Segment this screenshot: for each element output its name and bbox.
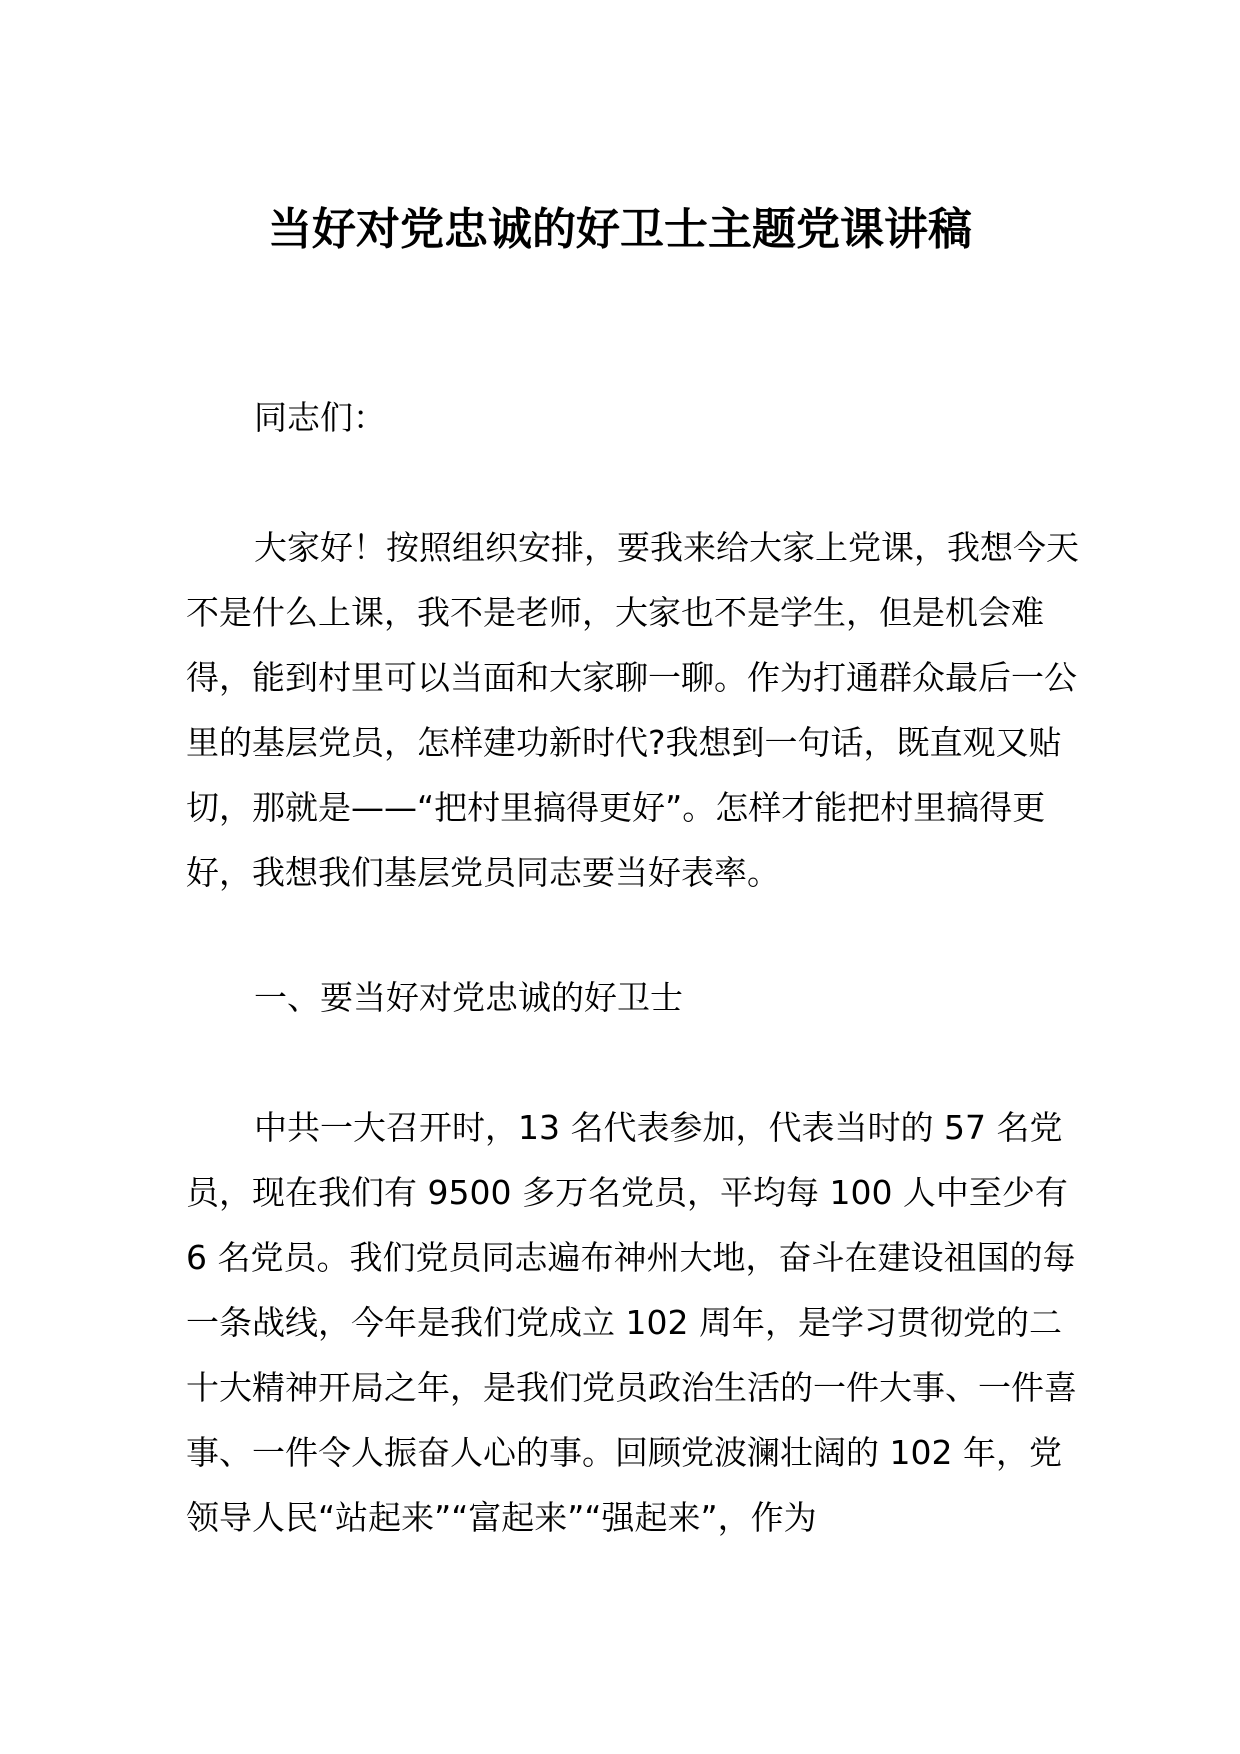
paragraph-intro: 大家好！按照组织安排，要我来给大家上党课，我想今天不是什么上课，我不是老师，大家也不是学生，但是机会难得，能到村里可以当面和大家聊一聊。作为打通群众最后一公里的基层党员，怎样建功新时代?我想到一句话，既直观又贴切，那就是——“把村里搞得更好”。怎样才能把村里搞得更好，我想我们基层党员同志要当好表率。 xyxy=(186,528,1079,892)
section-heading: 一、要当好对党忠诚的好卫士 xyxy=(254,978,683,1017)
document-title: 当好对党忠诚的好卫士主题党课讲稿 xyxy=(268,204,972,255)
greeting: 同志们： xyxy=(254,398,386,437)
paragraph-body: 中共一大召开时，13 名代表参加，代表当时的 57 名党员，现在我们有 9500 多万名党员，平均每 100 人中至少有 6 名党员。我们党员同志遍布神州大地，奋斗在建设祖国的每一条战线，今年是我们党成立 102 周年，是学习贯彻党的二十大精神开局之年，是我们党员政治生活的一件大事、一件喜事、一件令人振奋人心的事。回顾党波澜壮阔的 102 年，党领导人民“站起来”“富起来”“强起来”，作为 xyxy=(186,1108,1077,1537)
